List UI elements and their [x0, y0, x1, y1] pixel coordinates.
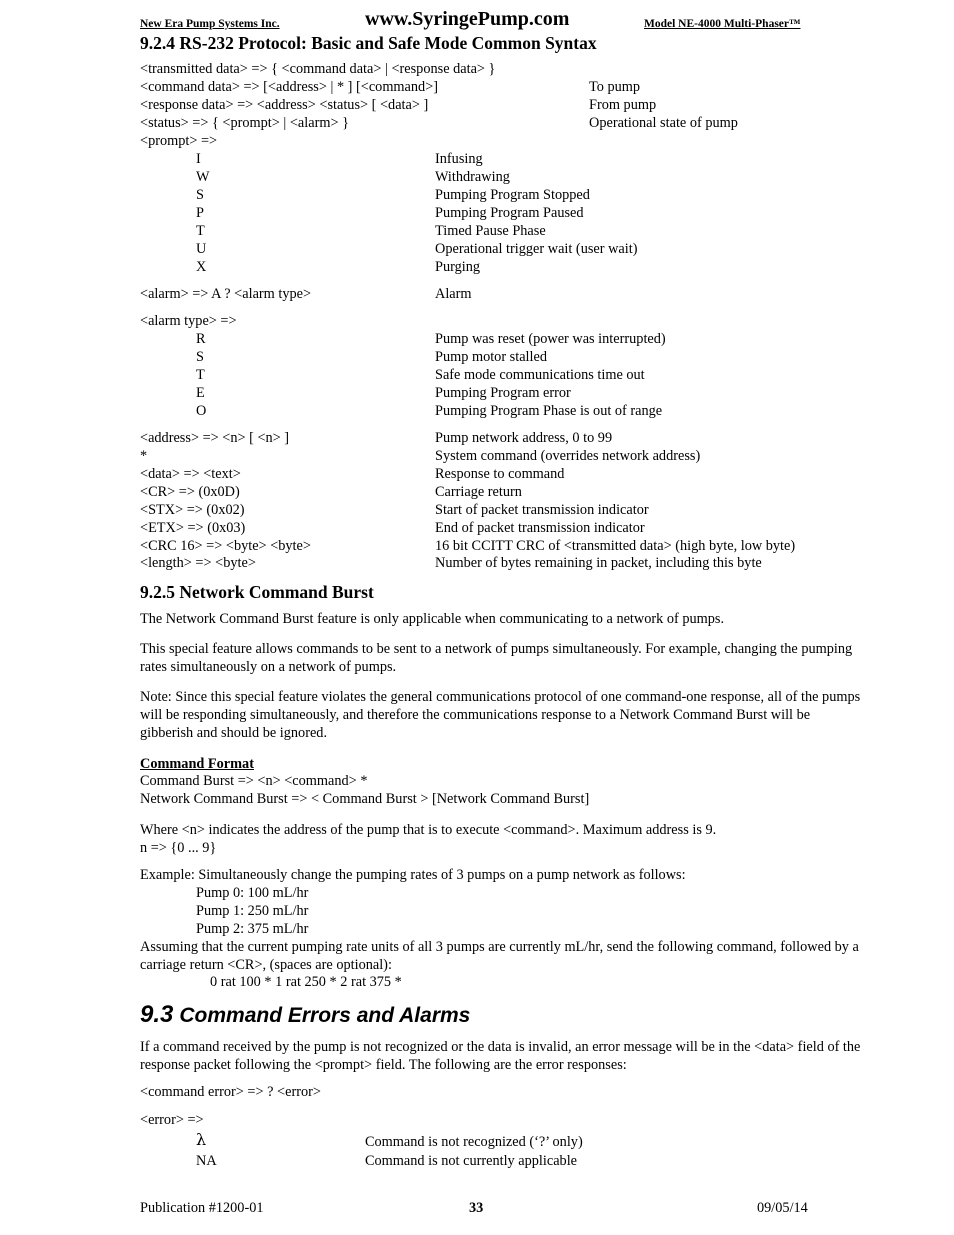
syntax-note: From pump	[589, 97, 657, 113]
example-intro: Example: Simultaneously change the pumping rates of 3 pumps on a pump network as follows:	[140, 867, 686, 883]
alarm-type-code: O	[196, 403, 207, 419]
definition-desc: 16 bit CCITT CRC of <transmitted data> (high byte, low byte)	[435, 538, 796, 554]
definition-desc: Pump network address, 0 to 99	[435, 430, 613, 446]
alarm-type-desc: Safe mode communications time out	[435, 367, 645, 383]
alarm-type-label: <alarm type> =>	[140, 313, 237, 329]
command-error-line: <command error> => ? <error>	[140, 1084, 321, 1100]
example-pump: Pump 2: 375 mL/hr	[196, 921, 309, 937]
definition-term: <address> => <n> [ <n> ]	[140, 430, 290, 446]
alarm-type-code: T	[196, 367, 205, 383]
alarm-type-code: S	[196, 349, 204, 365]
alarm-line: <alarm> => A ? <alarm type>	[140, 286, 312, 302]
section-93-title: Command Errors and Alarms	[179, 1004, 471, 1027]
assuming-paragraph: Assuming that the current pumping rate units of all 3 pumps are currently mL/hr, send the following command, followed by a carriage return <CR>, (spaces are optional):	[140, 939, 859, 973]
prompt-desc: Infusing	[435, 151, 483, 167]
header-website: www.SyringePump.com	[365, 8, 570, 30]
syntax-line: <command data> => [<address> | * ] [<command>]	[140, 79, 439, 95]
definition-desc: End of packet transmission indicator	[435, 520, 645, 536]
section-924-heading: 9.2.4 RS-232 Protocol: Basic and Safe Mode Common Syntax	[140, 33, 597, 53]
alarm-note: Alarm	[435, 286, 472, 302]
definition-term: <STX> => (0x02)	[140, 502, 245, 518]
prompt-code: W	[196, 169, 210, 185]
definition-term: <ETX> => (0x03)	[140, 520, 246, 536]
prompt-desc: Operational trigger wait (user wait)	[435, 241, 638, 257]
paragraph: This special feature allows commands to be sent to a network of pumps simultaneously. For example, changing the pumping rates simultaneously on a network of pumps.	[140, 641, 853, 675]
definition-desc: Carriage return	[435, 484, 522, 500]
footer-date: 09/05/14	[757, 1200, 808, 1216]
definition-term: <data> => <text>	[140, 466, 241, 482]
example-command: 0 rat 100 * 1 rat 250 * 2 rat 375 *	[210, 974, 402, 990]
footer-publication: Publication #1200-01	[140, 1200, 264, 1216]
alarm-type-desc: Pump was reset (power was interrupted)	[435, 331, 666, 347]
definition-term: <length> => <byte>	[140, 555, 256, 571]
header-company: New Era Pump Systems Inc.	[140, 18, 280, 30]
prompt-desc: Pumping Program Paused	[435, 205, 584, 221]
where-line: n => {0 ... 9}	[140, 840, 217, 856]
definition-term: *	[140, 448, 148, 464]
command-format-title: Command Format	[140, 756, 254, 772]
header-model: Model NE-4000 Multi-Phaser™	[644, 18, 801, 30]
paragraph: The Network Command Burst feature is only applicable when communicating to a network of pumps.	[140, 611, 725, 627]
syntax-line: <prompt> =>	[140, 133, 218, 149]
syntax-note: To pump	[589, 79, 641, 95]
prompt-desc: Pumping Program Stopped	[435, 187, 590, 203]
error-code: NA	[196, 1153, 217, 1169]
error-desc: Command is not recognized (‘?’ only)	[365, 1134, 583, 1150]
prompt-code: U	[196, 241, 207, 257]
alarm-type-code: E	[196, 385, 205, 401]
syntax-line: <transmitted data> => { <command data> | <response data> }	[140, 61, 496, 77]
prompt-code: P	[196, 205, 204, 221]
footer-page-number: 33	[469, 1200, 484, 1216]
syntax-line: <response data> => <address> <status> [ <data> ]	[140, 97, 429, 113]
format-line: Network Command Burst => < Command Burst > [Network Command Burst]	[140, 791, 590, 807]
section-925-heading: 9.2.5 Network Command Burst	[140, 582, 374, 602]
prompt-code: S	[196, 187, 204, 203]
error-desc: Command is not currently applicable	[365, 1153, 578, 1169]
prompt-desc: Withdrawing	[435, 169, 510, 185]
syntax-line: <status> => { <prompt> | <alarm> }	[140, 115, 349, 131]
prompt-desc: Timed Pause Phase	[435, 223, 546, 239]
prompt-code: X	[196, 259, 207, 275]
alarm-type-desc: Pump motor stalled	[435, 349, 547, 365]
definition-desc: Response to command	[435, 466, 565, 482]
definition-desc: System command (overrides network address)	[435, 448, 701, 464]
where-line: Where <n> indicates the address of the pump that is to execute <command>. Maximum address is 9.	[140, 822, 717, 838]
example-pump: Pump 0: 100 mL/hr	[196, 885, 309, 901]
paragraph: Note: Since this special feature violates the general communications protocol of one command-one response, all of the pumps will be responding simultaneously, and therefore the communications response to a Network Command Burst will be gibberish and should be ignored.	[140, 689, 861, 741]
alarm-type-desc: Pumping Program Phase is out of range	[435, 403, 663, 419]
error-code: λ	[196, 1130, 207, 1149]
format-line: Command Burst => <n> <command> *	[140, 773, 368, 789]
alarm-type-code: R	[196, 331, 206, 347]
definition-desc: Number of bytes remaining in packet, including this byte	[435, 555, 762, 571]
definition-term: <CR> => (0x0D)	[140, 484, 240, 500]
prompt-code: T	[196, 223, 205, 239]
definition-desc: Start of packet transmission indicator	[435, 502, 649, 518]
alarm-type-desc: Pumping Program error	[435, 385, 571, 401]
syntax-note: Operational state of pump	[589, 115, 738, 131]
section-93-number: 9.3	[140, 1001, 174, 1028]
paragraph: If a command received by the pump is not recognized or the data is invalid, an error message will be in the <data> field of the response packet following the <prompt> field. The following are the error responses:	[140, 1039, 861, 1073]
section-93-heading	[140, 1000, 470, 1033]
prompt-desc: Purging	[435, 259, 481, 275]
error-label: <error> =>	[140, 1112, 204, 1128]
example-pump: Pump 1: 250 mL/hr	[196, 903, 309, 919]
definition-term: <CRC 16> => <byte> <byte>	[140, 538, 311, 554]
prompt-code: I	[196, 151, 201, 167]
